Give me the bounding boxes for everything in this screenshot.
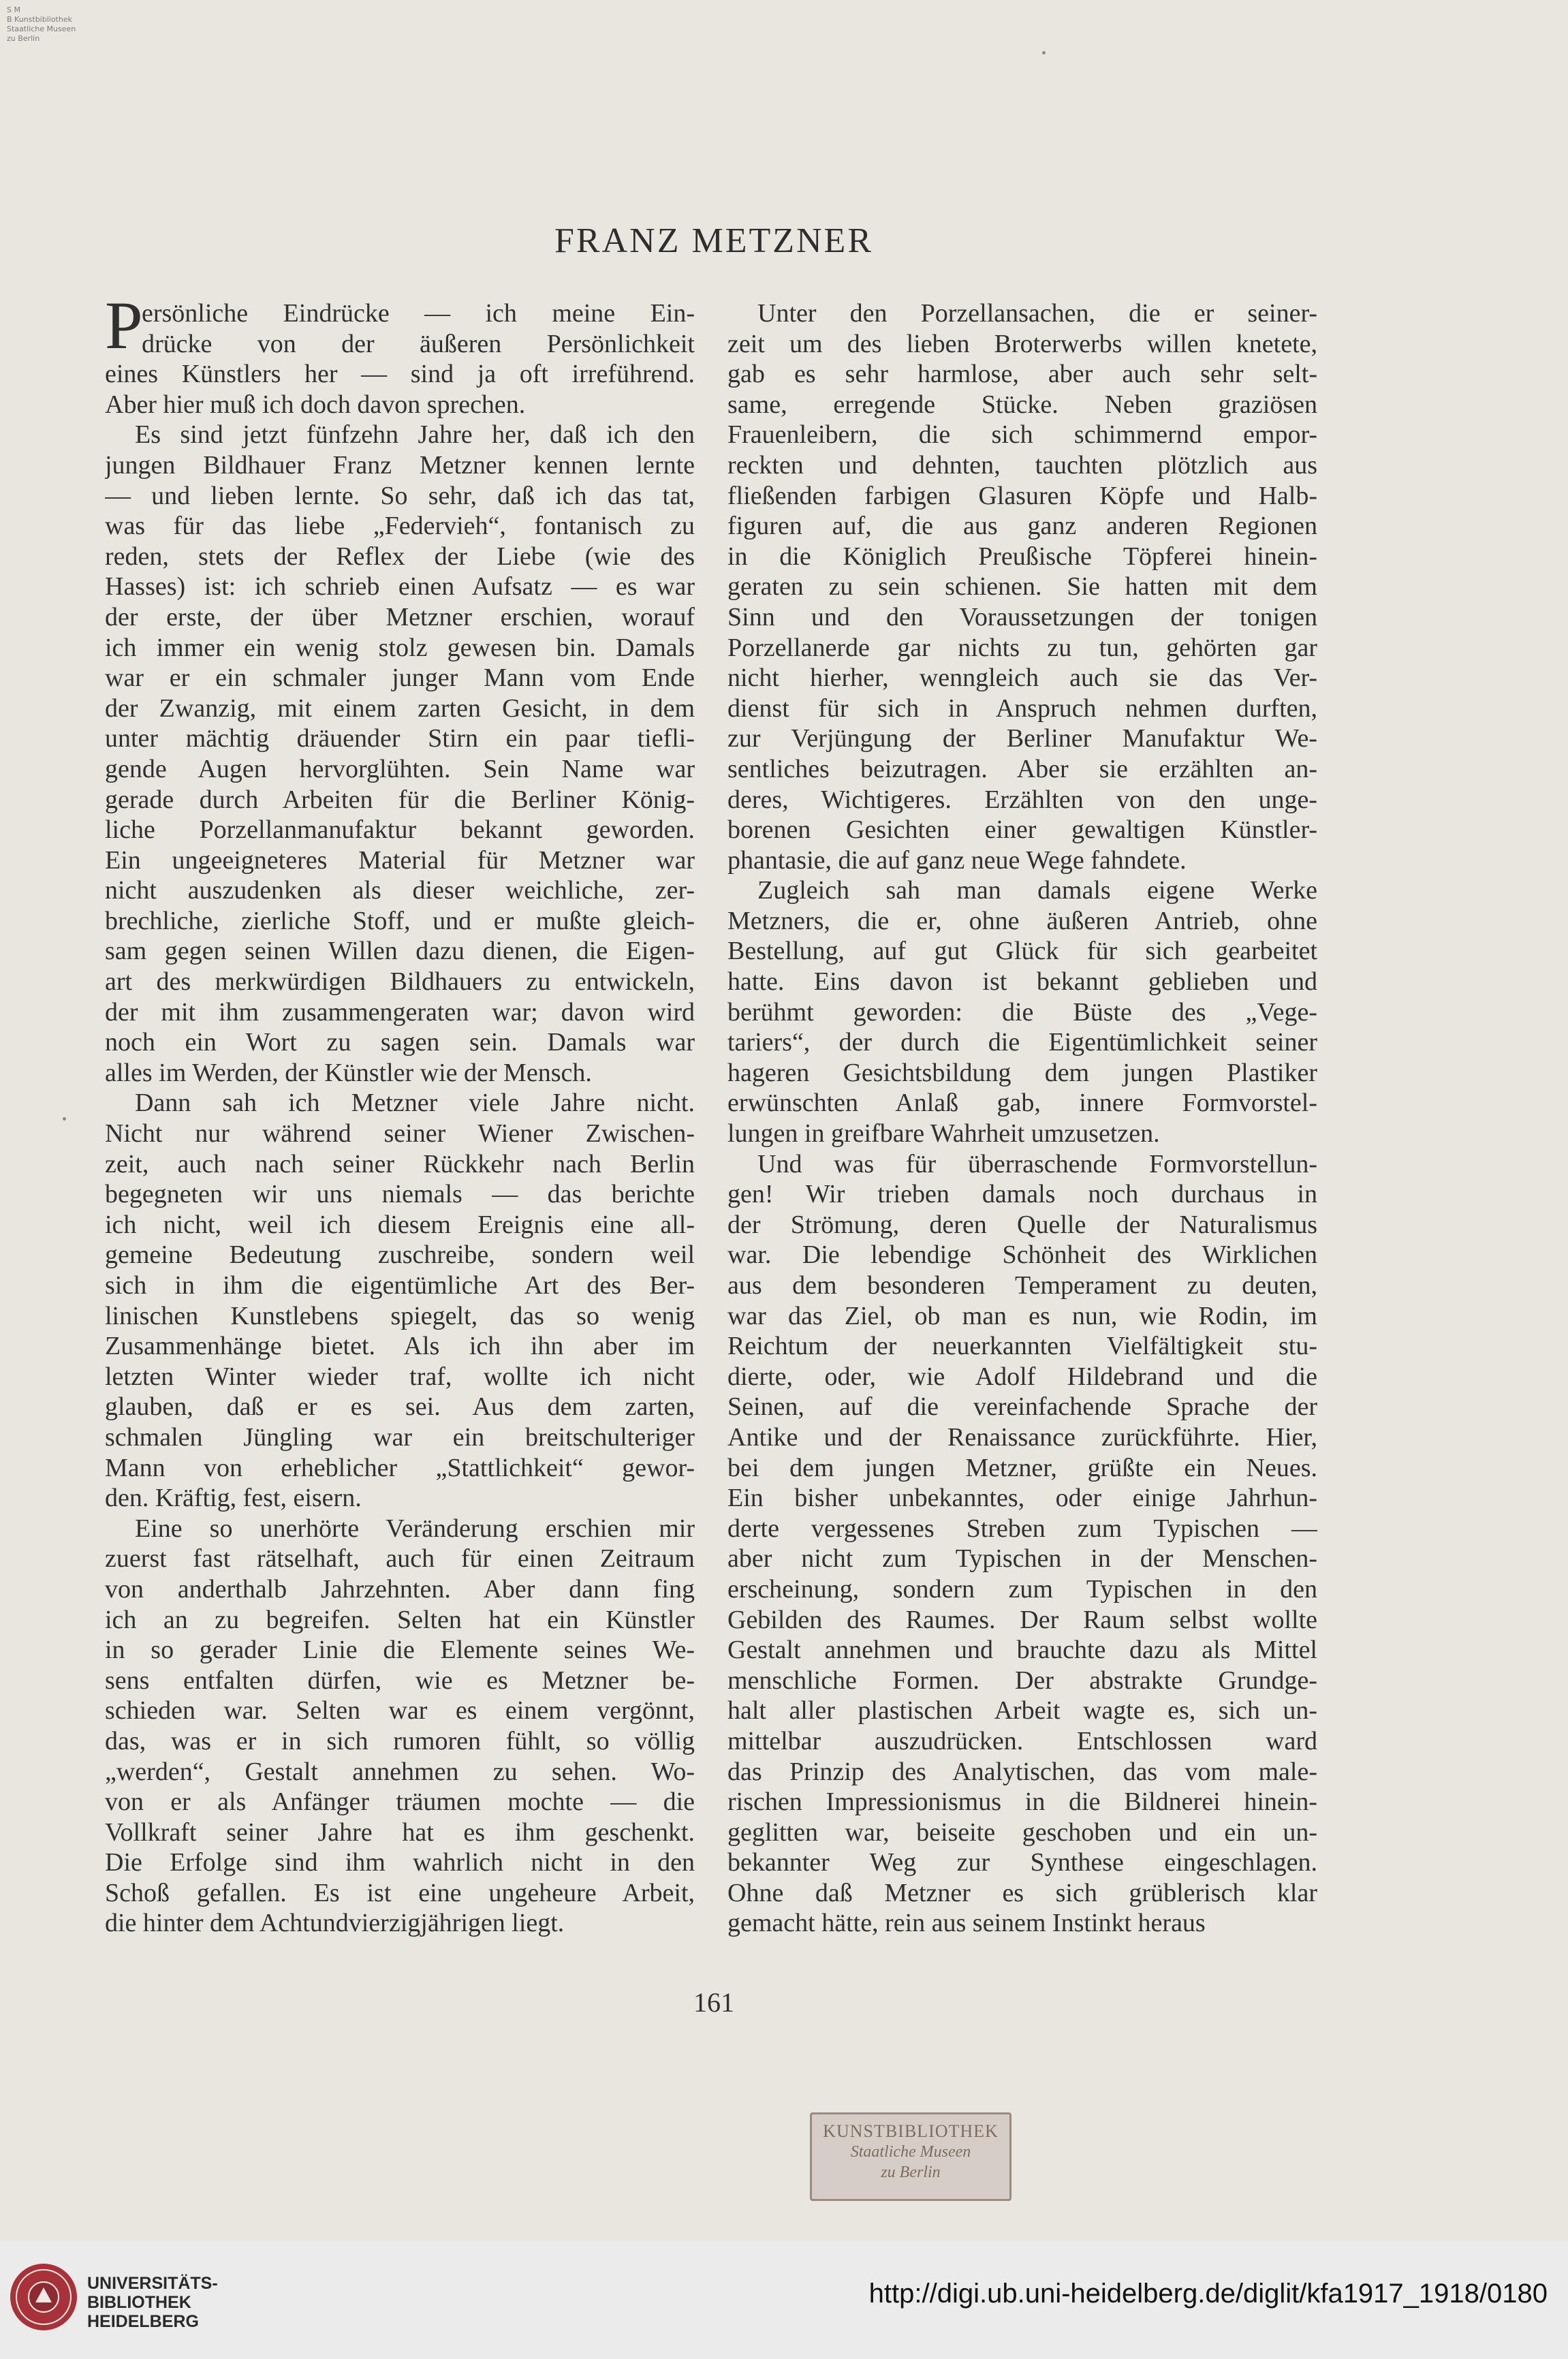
text-line: nicht auszudenken als dieser weichliche, zer- xyxy=(105,876,695,905)
text-line: hatte. Eins davon ist bekannt geblieben und xyxy=(727,967,1317,997)
text-line: Eine so unerhörte Veränderung erschien mir xyxy=(135,1514,695,1543)
text-line: von er als Anfänger träumen mochte — die xyxy=(105,1787,695,1817)
text-line: ersönliche Eindrücke — ich meine Ein- xyxy=(142,299,695,328)
text-line: Sinn und den Voraussetzungen der tonigen xyxy=(727,602,1317,631)
text-line: drücke von der äußeren Persönlichkeit xyxy=(142,329,695,358)
text-line: sam gegen seinen Willen dazu dienen, die Eigen- xyxy=(105,937,695,966)
text-line: zeit, auch nach seiner Rückkehr nach Berlin xyxy=(105,1149,695,1178)
text-line: Mann von erheblicher „Stattlichkeit“ gewor- xyxy=(105,1453,695,1482)
text-line: begegneten wir uns niemals — das berichte xyxy=(105,1180,695,1209)
text-line: same, erregende Stücke. Neben graziösen xyxy=(727,390,1317,419)
text-line: menschliche Formen. Der abstrakte Grundge- xyxy=(727,1666,1317,1695)
text-line: liche Porzellanmanufaktur bekannt geworden. xyxy=(105,815,695,845)
text-line: borenen Gesichten einer gewaltigen Künstler- xyxy=(727,815,1317,845)
text-line: ich nicht, weil ich diesem Ereignis eine all- xyxy=(105,1210,695,1239)
text-line: figuren auf, die aus ganz anderen Regionen xyxy=(727,512,1317,541)
text-line: Ein ungeeigneteres Material für Metzner war xyxy=(105,845,695,875)
text-line: den. Kräftig, fest, eisern. xyxy=(105,1484,362,1513)
text-line: Bestellung, auf gut Glück für sich gearbeitet xyxy=(727,937,1317,966)
text-line: brechliche, zierliche Stoff, und er mußte gleich- xyxy=(105,906,695,935)
text-line: dierte, oder, wie Adolf Hildebrand und die xyxy=(727,1362,1317,1391)
text-line: war er ein schmaler junger Mann vom Ende xyxy=(105,663,695,693)
text-line: gab es sehr harmlose, aber auch sehr selt- xyxy=(727,360,1317,389)
text-line: von anderthalb Jahrzehnten. Aber dann fing xyxy=(105,1574,695,1604)
text-line: aber nicht zum Typischen in der Menschen- xyxy=(727,1544,1317,1574)
text-line: letzten Winter wieder traf, wollte ich nicht xyxy=(105,1362,695,1391)
text-line: Seinen, auf die vereinfachende Sprache der xyxy=(727,1392,1317,1422)
text-line: zuerst fast rätselhaft, auch für einen Zeitraum xyxy=(105,1544,695,1574)
text-line: Es sind jetzt fünfzehn Jahre her, daß ich den xyxy=(135,420,695,450)
text-line: fließenden farbigen Glasuren Köpfe und Halb- xyxy=(727,481,1317,510)
text-line: Und was für überraschende Formvorstellun- xyxy=(757,1149,1317,1178)
text-line: der Strömung, deren Quelle der Naturalismus xyxy=(727,1210,1317,1239)
institution-line: BIBLIOTHEK xyxy=(87,2293,191,2312)
text-line: geglitten war, beiseite geschoben und ein un- xyxy=(727,1817,1317,1847)
text-line: Gebilden des Raumes. Der Raum selbst wollte xyxy=(727,1605,1317,1634)
text-line: gerade durch Arbeiten für die Berliner König- xyxy=(105,785,695,814)
text-line: dienst für sich in Anspruch nehmen durften, xyxy=(727,693,1317,723)
permalink-url[interactable]: http://digi.ub.uni-heidelberg.de/diglit/kfa1917_1918/0180 xyxy=(868,2279,1548,2309)
text-line: in die Königlich Preußische Töpferei hinein- xyxy=(727,542,1317,571)
institution-line: HEIDELBERG xyxy=(87,2312,199,2331)
text-line: Unter den Porzellansachen, die er seiner- xyxy=(757,299,1317,328)
text-line: schmalen Jüngling war ein breitschulteriger xyxy=(105,1422,695,1452)
text-line: Vollkraft seiner Jahre hat es ihm geschenkt. xyxy=(105,1817,695,1847)
text-line: das, was er in sich rumoren fühlt, so völlig xyxy=(105,1726,695,1755)
text-line: ich immer ein wenig stolz gewesen bin. Damals xyxy=(105,633,695,662)
text-line: deres, Wichtigeres. Erzählten von den unge- xyxy=(727,785,1317,814)
owner-stamp xyxy=(7,5,76,44)
text-line: Frauenleibern, die sich schimmernd empor- xyxy=(727,420,1317,450)
text-line: Ohne daß Metzner es sich grüblerisch klar xyxy=(727,1878,1317,1907)
text-line: Zugleich sah man damals eigene Werke xyxy=(757,876,1317,905)
owner-stamp-line: zu Berlin xyxy=(7,34,40,43)
owner-stamp-line: Staatliche Museen xyxy=(7,25,76,33)
text-line: reckten und dehnten, tauchten plötzlich aus xyxy=(727,450,1317,480)
text-line: war das Ziel, ob man es nun, wie Rodin, im xyxy=(727,1301,1317,1330)
text-line: lungen in greifbare Wahrheit umzusetzen. xyxy=(727,1119,1160,1149)
text-line: bekannter Weg zur Synthese eingeschlagen. xyxy=(727,1848,1317,1877)
text-line: was für das liebe „Federvieh“, fontanisch zu xyxy=(105,512,695,541)
text-line: Gestalt annehmen und brauchte dazu als Mittel xyxy=(727,1636,1317,1665)
text-line: Reichtum der neuerkannten Vielfältigkeit stu- xyxy=(727,1332,1317,1361)
text-line: berühmt geworden: die Büste des „Vege- xyxy=(727,997,1317,1027)
text-line: phantasie, die auf ganz neue Wege fahndete. xyxy=(727,845,1187,875)
library-stamp-line: KUNSTBIBLIOTHEK xyxy=(823,2121,999,2141)
text-line: aus dem besonderen Temperament zu deuten, xyxy=(727,1271,1317,1300)
text-line: zeit um des lieben Broterwerbs willen knetete, xyxy=(727,329,1317,358)
text-line: Porzellanerde gar nichts zu tun, gehörten gar xyxy=(727,633,1317,662)
text-line: der erste, der über Metzner erschien, worauf xyxy=(105,602,695,631)
text-line: schieden war. Selten war es einem vergönnt, xyxy=(105,1696,695,1725)
text-line: Aber hier muß ich doch davon sprechen. xyxy=(105,390,526,419)
text-line: Hasses) ist: ich schrieb einen Aufsatz — es war xyxy=(105,572,695,602)
article-title: FRANZ METZNER xyxy=(554,221,873,260)
text-line: der mit ihm zusammengeraten war; davon wird xyxy=(105,997,695,1027)
university-seal-icon xyxy=(8,2262,79,2332)
page-number: 161 xyxy=(693,1987,734,2018)
library-stamp-line: Staatliche Museen xyxy=(850,2143,971,2161)
paper-speck xyxy=(63,1117,66,1121)
text-line: hageren Gesichtsbildung dem jungen Plastiker xyxy=(727,1058,1317,1087)
owner-stamp-line: S M xyxy=(7,5,20,14)
text-line: bei dem jungen Metzner, grüßte ein Neues. xyxy=(727,1453,1317,1482)
text-line: glauben, daß er es sei. Aus dem zarten, xyxy=(105,1392,695,1422)
left-text-column xyxy=(105,298,695,1939)
text-line: unter mächtig dräuender Stirn ein paar tiefli- xyxy=(105,724,695,753)
text-line: Metzners, die er, ohne äußeren Antrieb, ohne xyxy=(727,906,1317,935)
text-line: art des merkwürdigen Bildhauers zu entwickeln, xyxy=(105,967,695,997)
text-line: derte vergessenes Streben zum Typischen — xyxy=(727,1514,1317,1543)
text-line: alles im Werden, der Künstler wie der Mensch. xyxy=(105,1058,592,1087)
text-line: Zusammenhänge bietet. Als ich ihn aber im xyxy=(105,1332,695,1361)
institution-name xyxy=(87,2274,218,2331)
digitization-footer xyxy=(0,2241,1568,2359)
text-line: Nicht nur während seiner Wiener Zwischen- xyxy=(105,1119,695,1149)
text-line: „werden“, Gestalt annehmen zu sehen. Wo- xyxy=(105,1757,695,1786)
institution-line: UNIVERSITÄTS- xyxy=(87,2274,218,2293)
text-line: Ein bisher unbekanntes, oder einige Jahrhun- xyxy=(727,1484,1317,1513)
text-line: gemeine Bedeutung zuschreibe, sondern weil xyxy=(105,1240,695,1270)
library-stamp-line: zu Berlin xyxy=(881,2163,941,2181)
text-line: ich an zu begreifen. Selten hat ein Künstler xyxy=(105,1605,695,1634)
text-line: halt aller plastischen Arbeit wagte es, sich un- xyxy=(727,1696,1317,1725)
text-line: linischen Kunstlebens spiegelt, das so wenig xyxy=(105,1301,695,1330)
text-line: zur Verjüngung der Berliner Manufaktur We- xyxy=(727,724,1317,753)
text-line: geraten zu sein schienen. Sie hatten mit dem xyxy=(727,572,1317,602)
paper-speck xyxy=(1042,51,1046,54)
text-line: jungen Bildhauer Franz Metzner kennen lernte xyxy=(105,450,695,480)
text-line: eines Künstlers her — sind ja oft irreführend. xyxy=(105,360,695,389)
owner-stamp-line: B Kunstbibliothek xyxy=(7,15,72,24)
text-line: rischen Impressionismus in die Bildnerei hinein- xyxy=(727,1787,1317,1817)
text-line: erscheinung, sondern zum Typischen in den xyxy=(727,1574,1317,1604)
text-line: Schoß gefallen. Es ist eine ungeheure Arbeit, xyxy=(105,1878,695,1907)
text-line: nicht hierher, wenngleich auch sie das Ver- xyxy=(727,663,1317,693)
text-line: gende Augen hervorglühten. Sein Name war xyxy=(105,754,695,783)
text-line: sentliches beizutragen. Aber sie erzählten an- xyxy=(727,754,1317,783)
text-line: — und lieben lernte. So sehr, daß ich das tat, xyxy=(105,481,695,510)
text-line: erwünschten Anlaß gab, innere Formvorstel- xyxy=(727,1089,1317,1118)
text-line: in so gerader Linie die Elemente seines We- xyxy=(105,1636,695,1665)
text-line: gemacht hätte, rein aus seinem Instinkt heraus xyxy=(727,1909,1206,1938)
text-line: mittelbar auszudrücken. Entschlossen ward xyxy=(727,1726,1317,1755)
drop-cap: P xyxy=(105,287,143,363)
text-line: das Prinzip des Analytischen, das vom male- xyxy=(727,1757,1317,1786)
text-line: Dann sah ich Metzner viele Jahre nicht. xyxy=(135,1089,695,1118)
text-line: der Zwanzig, mit einem zarten Gesicht, in dem xyxy=(105,693,695,723)
text-line: war. Die lebendige Schönheit des Wirklichen xyxy=(727,1240,1317,1270)
text-line: sich in ihm die eigentümliche Art des Ber- xyxy=(105,1271,695,1300)
text-line: die hinter dem Achtundvierzigjährigen liegt. xyxy=(105,1909,565,1938)
right-text-column xyxy=(727,298,1317,1939)
text-line: Die Erfolge sind ihm wahrlich nicht in den xyxy=(105,1848,695,1877)
text-line: noch ein Wort zu sagen sein. Damals war xyxy=(105,1028,695,1057)
text-line: reden, stets der Reflex der Liebe (wie des xyxy=(105,542,695,571)
text-line: gen! Wir trieben damals noch durchaus in xyxy=(727,1180,1317,1209)
text-line: Antike und der Renaissance zurückführte. Hier, xyxy=(727,1422,1317,1452)
library-stamp xyxy=(810,2112,1012,2201)
text-line: tariers“, der durch die Eigentümlichkeit seiner xyxy=(727,1028,1317,1057)
text-line: sens entfalten dürfen, wie es Metzner be- xyxy=(105,1666,695,1695)
